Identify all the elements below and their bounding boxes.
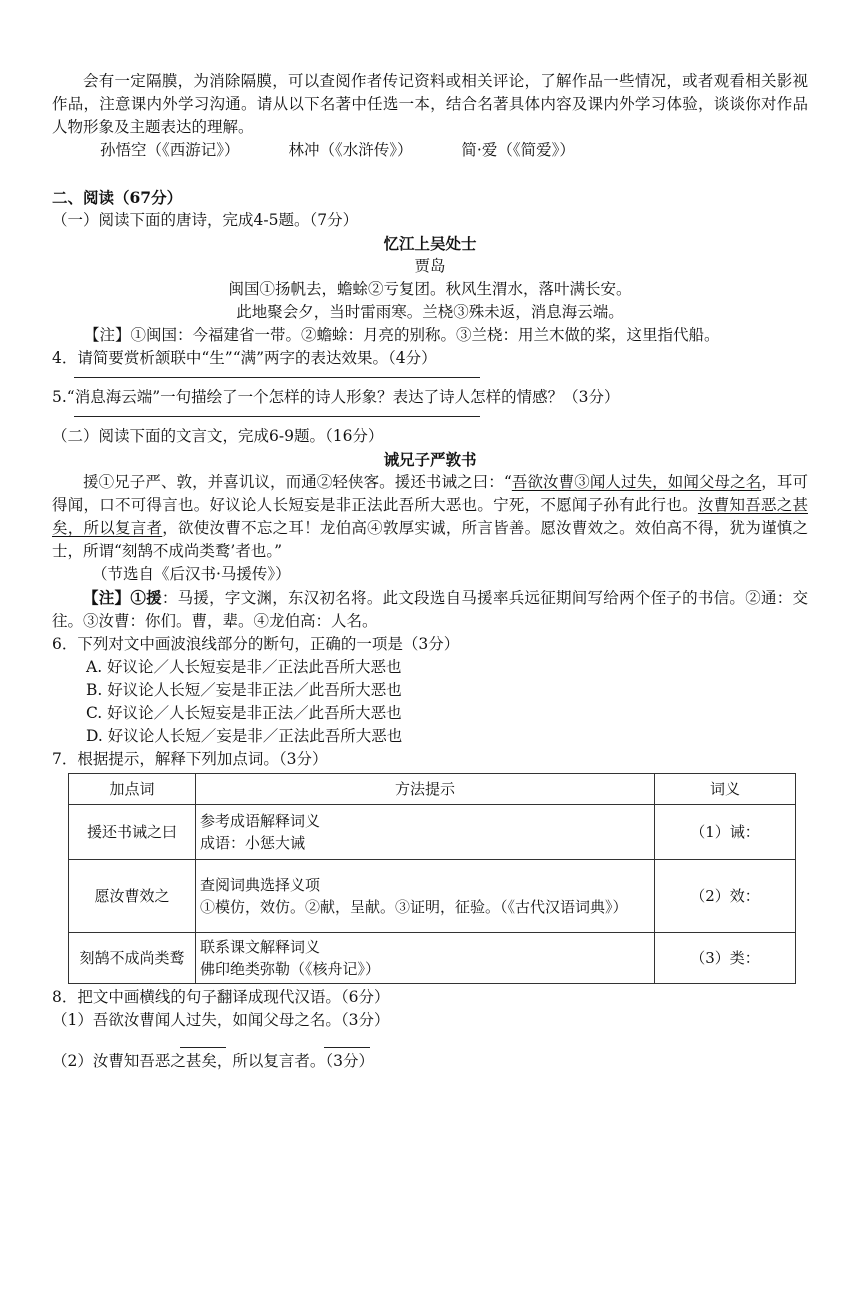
poem-line: 此地聚会夕，当时雷雨寒。兰桡③殊未返，消息海云端。 — [236, 303, 624, 321]
classical-text-title: 诫兄子严敦书 — [383, 450, 477, 469]
book-option: 林冲（《水浒传》） — [288, 141, 413, 159]
question-4: 4．请简要赏析颔联中“生”“满”两字的表达效果。（4分） — [52, 349, 437, 367]
option-d[interactable]: D. 好议论人长短／妄是非／正法此吾所大恶也 — [86, 727, 403, 745]
question-6: 6．下列对文中画波浪线部分的断句，正确的一项是（3分） — [52, 635, 460, 653]
table-cell-word: 刻鹄不成尚类鹜 — [69, 933, 196, 984]
question-8-part-2: （2）汝曹知吾恶之甚矣，所以复言者。（3分） — [52, 1052, 374, 1070]
poem-title: 忆江上吴处士 — [383, 234, 477, 253]
answer-line[interactable] — [180, 1035, 226, 1048]
column-header: 词义 — [655, 774, 796, 805]
intro-paragraph: 会有一定隔膜，为消除隔膜，可以查阅作者传记资料或相关评论，了解作品一些情况，或者观看相关影视作品，注意课内外学习沟通。请从以下名著中任选一本，结合名著具体内容及课内外学习体验，谈谈你对作品人物形象及主题表达的理解。 — [52, 72, 808, 136]
table-cell-hint: 参考成语解释词义 成语：小惩大诫 — [196, 805, 655, 860]
column-header: 加点词 — [69, 774, 196, 805]
book-options — [52, 139, 808, 162]
question-6-options — [52, 656, 808, 748]
classical-text: 援①兄子严、敦，并喜讥议，而通②轻侠客。援还书诫之曰：“吾欲汝曹③闻人过失，如闻父母之名，耳可得闻，口不可得言也。好议论人长短妄是非正法此吾所大恶也。宁死，不愿闻子孙有此行也。汝曹知吾恶之甚矣，所以复言者，欲使汝曹不忘之耳！龙伯高④敦厚实诚，所言皆善。愿汝曹效之。效伯高不得，犹为谨慎之士，所谓“刻鹄不成尚类鹜’者也。” — [52, 473, 808, 560]
section-title: 二、阅读（67分） — [52, 188, 183, 207]
answer-line[interactable] — [324, 1035, 370, 1048]
poem-note: 【注】①闽国：今福建省一带。②蟾蜍：月亮的别称。③兰桡：用兰木做的桨，这里指代船。 — [84, 326, 720, 344]
part1-heading: （一）阅读下面的唐诗，完成4-5题。（7分） — [52, 211, 359, 229]
option-a[interactable]: A. 好议论／人长短妄是非／正法此吾所大恶也 — [86, 658, 402, 676]
question-7: 7．根据提示，解释下列加点词。（3分） — [52, 750, 328, 768]
option-b[interactable]: B. 好议论人长短／妄是非正法／此吾所大恶也 — [86, 681, 402, 699]
text-source: （节选自《后汉书·马援传》） — [92, 565, 291, 583]
table-cell-meaning[interactable]: （1）诫： — [655, 805, 796, 860]
book-option: 孙悟空（《西游记》） — [100, 141, 240, 159]
column-header: 方法提示 — [196, 774, 655, 805]
poem-line: 闽国①扬帆去，蟾蜍②亏复团。秋风生渭水，落叶满长安。 — [228, 280, 632, 298]
table-cell-meaning[interactable]: （2）效： — [655, 860, 796, 933]
table-row — [69, 805, 796, 860]
table-cell-word: 愿汝曹效之 — [69, 860, 196, 933]
question-5: 5.“消息海云端”一句描绘了一个怎样的诗人形象？表达了诗人怎样的情感？（3分） — [52, 388, 620, 406]
question-8-part-1: （1）吾欲汝曹闻人过失，如闻父母之名。（3分） — [52, 1011, 390, 1029]
table-cell-word: 援还书诫之曰 — [69, 805, 196, 860]
table-row — [69, 860, 796, 933]
option-c[interactable]: C. 好议论／人长短妄是非正法／此吾所大恶也 — [86, 704, 402, 722]
answer-lines — [52, 1032, 808, 1050]
table-cell-hint: 联系课文解释词义 佛印绝类弥勒（《核舟记》） — [196, 933, 655, 984]
table-header-row — [69, 774, 796, 805]
answer-line[interactable] — [74, 415, 480, 417]
wavy-line-sentence: 好议论人长短妄是非正法此吾所大恶也 — [209, 496, 478, 514]
vocab-table — [68, 773, 796, 984]
book-option: 简·爱（《简爱》） — [461, 141, 575, 159]
classical-note: 【注】①援：马援，字文渊，东汉初名将。此文段选自马援率兵远征期间写给两个侄子的书信。②通：交往。③汝曹：你们。曹，辈。④龙伯高：人名。 — [52, 588, 808, 630]
underlined-sentence: 汝曹知吾恶之甚矣，所以复言者 — [52, 496, 808, 537]
underlined-sentence: 吾欲汝曹③闻人过失，如闻父母之名 — [511, 473, 762, 491]
table-cell-hint: 查阅词典选择义项 ①模仿，效仿。②献，呈献。③证明，征验。（《古代汉语词典》） — [196, 860, 655, 933]
exam-page — [52, 70, 808, 1073]
part2-heading: （二）阅读下面的文言文，完成6-9题。（16分） — [52, 427, 384, 445]
table-row — [69, 933, 796, 984]
question-8: 8．把文中画横线的句子翻译成现代汉语。（6分） — [52, 988, 390, 1006]
answer-line[interactable] — [74, 376, 480, 378]
table-cell-meaning[interactable]: （3）类： — [655, 933, 796, 984]
poem-author: 贾岛 — [414, 257, 446, 275]
